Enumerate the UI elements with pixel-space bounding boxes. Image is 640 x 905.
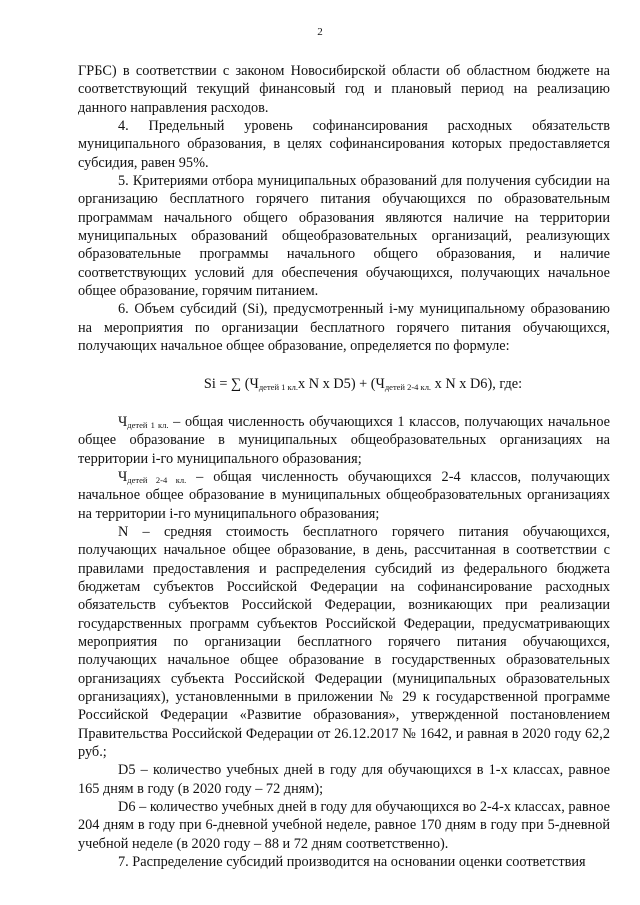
paragraph-5: 5. Критериями отбора муниципальных образований для получения субсидии на организацию бесплатного горячего питания обучающихся по образовательным программам начального общего образования являются наличие на территории муниципальных образований общеобразовательных организаций, реализующих образовательные программы начального общего образования, и наличие соответствующих условий для обеспечения обучающихся, получающих начальное общее образование, горячим питанием. bbox=[78, 173, 610, 300]
formula-subscript-1: детей 1 кл. bbox=[258, 381, 298, 392]
formula-subscript-2: детей 2-4 кл. bbox=[384, 381, 432, 392]
definition-symbol: Ч bbox=[118, 413, 128, 430]
formula bbox=[116, 375, 610, 393]
definition-ch-grade-1 bbox=[78, 413, 610, 468]
definition-subscript: детей 2-4 кл. bbox=[127, 474, 187, 485]
formula-part-1: Si = ∑ (Ч bbox=[203, 375, 259, 392]
definition-subscript: детей 1 кл. bbox=[127, 419, 169, 430]
paragraph-7: 7. Распределение субсидий производится на основании оценки соответствия bbox=[118, 854, 586, 871]
definition-d5: D5 – количество учебных дней в году для обучающихся в 1-х классах, равное 165 дням в году (в 2020 году – 72 дням); bbox=[78, 762, 610, 797]
definition-symbol: Ч bbox=[118, 468, 128, 485]
definition-ch-grade-2-4 bbox=[78, 468, 610, 523]
definition-text: – общая численность обучающихся 1 классов, получающих начальное общее образование в муниципальных общеобразовательных организациях на территории i-го муниципального образования; bbox=[78, 413, 610, 467]
definition-n: N – средняя стоимость бесплатного горячего питания обучающихся, получающих начальное общее образование, в день, рассчитанная в соответствии с правилами предоставления и распределения субсидий из федерального бюджета бюджетам субъектов Российской Федерации на софинансирование расходных обязательств субъектов Российской Федерации, возникающих при реализации государственных программ субъектов Российской Федерации, предусматривающих мероприятия по организации бесплатного горячего питания обучающихся, получающих начальное общее образование в государственных образовательных организациях субъекта Российской Федерации (муниципальных образовательных организациях), установленными в приложении № 29 к государственной программе Российской Федерации «Развитие образования», утвержденной постановлением Правительства Российской Федерации от 26.12.2017 № 1642, и равная в 2020 году 62,2 руб.; bbox=[78, 523, 610, 761]
document-body bbox=[78, 62, 610, 871]
paragraph-4: 4. Предельный уровень софинансирования расходных обязательств муниципального образования, в целях софинансирования которых предоставляется субсидия, равен 95%. bbox=[78, 118, 610, 171]
formula-part-3: x N x D6), где: bbox=[431, 375, 523, 392]
definition-text: – общая численность обучающихся 2-4 классов, получающих начальное общее образование в муниципальных общеобразовательных организациях на территории i-го муниципального образования; bbox=[78, 468, 610, 522]
paragraph-6: 6. Объем субсидий (Si), предусмотренный i-му муниципальному образованию на мероприятия по организации бесплатного горячего питания обучающихся, получающих начальное общее образование, определяется по формуле: bbox=[78, 301, 610, 355]
formula-part-2: x N x D5) + (Ч bbox=[298, 375, 385, 392]
definition-d6: D6 – количество учебных дней в году для обучающихся во 2-4-х классах, равное 204 дням в году при 6-дневной учебной неделе, равное 170 дням в году при 5-дневной учебной неделе (в 2020 году – 88 и 72 дням соответственно). bbox=[78, 799, 610, 852]
page-number: 2 bbox=[317, 26, 323, 38]
paragraph-continuation: ГРБС) в соответствии с законом Новосибирской области об областном бюджете на соответствующий текущий финансовый год и плановый период на реализацию данного направления расходов. bbox=[78, 63, 610, 116]
